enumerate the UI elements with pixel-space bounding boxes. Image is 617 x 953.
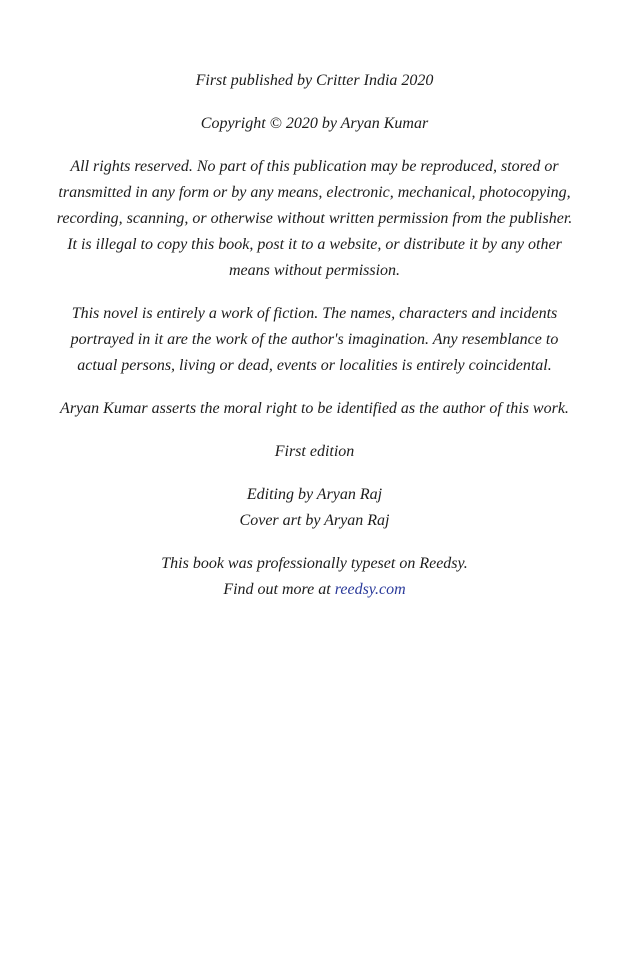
editing-credit: Editing by Aryan Raj	[246, 486, 383, 503]
copyright-block	[50, 68, 579, 603]
rights-reserved-paragraph: All rights reserved. No part of this publication may be reproduced, stored or transmitted in any form or by any means, electronic, mechanical, photocopying, recording, scanning, or otherwise without written permission from the publisher. It is illegal to copy this book, post it to a website, or distribute it by any other means without permission.	[56, 158, 573, 279]
find-out-prefix: Find out more at	[223, 581, 331, 598]
fiction-disclaimer-paragraph: This novel is entirely a work of fiction. The names, characters and incidents portrayed in it are the work of the author's imagination. Any resemblance to actual persons, living or dead, events or localities is entirely coincidental.	[70, 305, 559, 374]
typeset-line: This book was professionally typeset on Reedsy.	[161, 555, 468, 572]
cover-credit: Cover art by Aryan Raj	[239, 512, 390, 529]
publisher-line: First published by Critter India 2020	[195, 72, 434, 89]
copyright-line: Copyright © 2020 by Aryan Kumar	[200, 115, 429, 132]
moral-right-paragraph: Aryan Kumar asserts the moral right to be identified as the author of this work.	[60, 400, 569, 417]
find-out-more-line	[50, 577, 579, 603]
edition-line: First edition	[274, 443, 355, 460]
reedsy-link[interactable]: reedsy.com	[334, 581, 406, 598]
